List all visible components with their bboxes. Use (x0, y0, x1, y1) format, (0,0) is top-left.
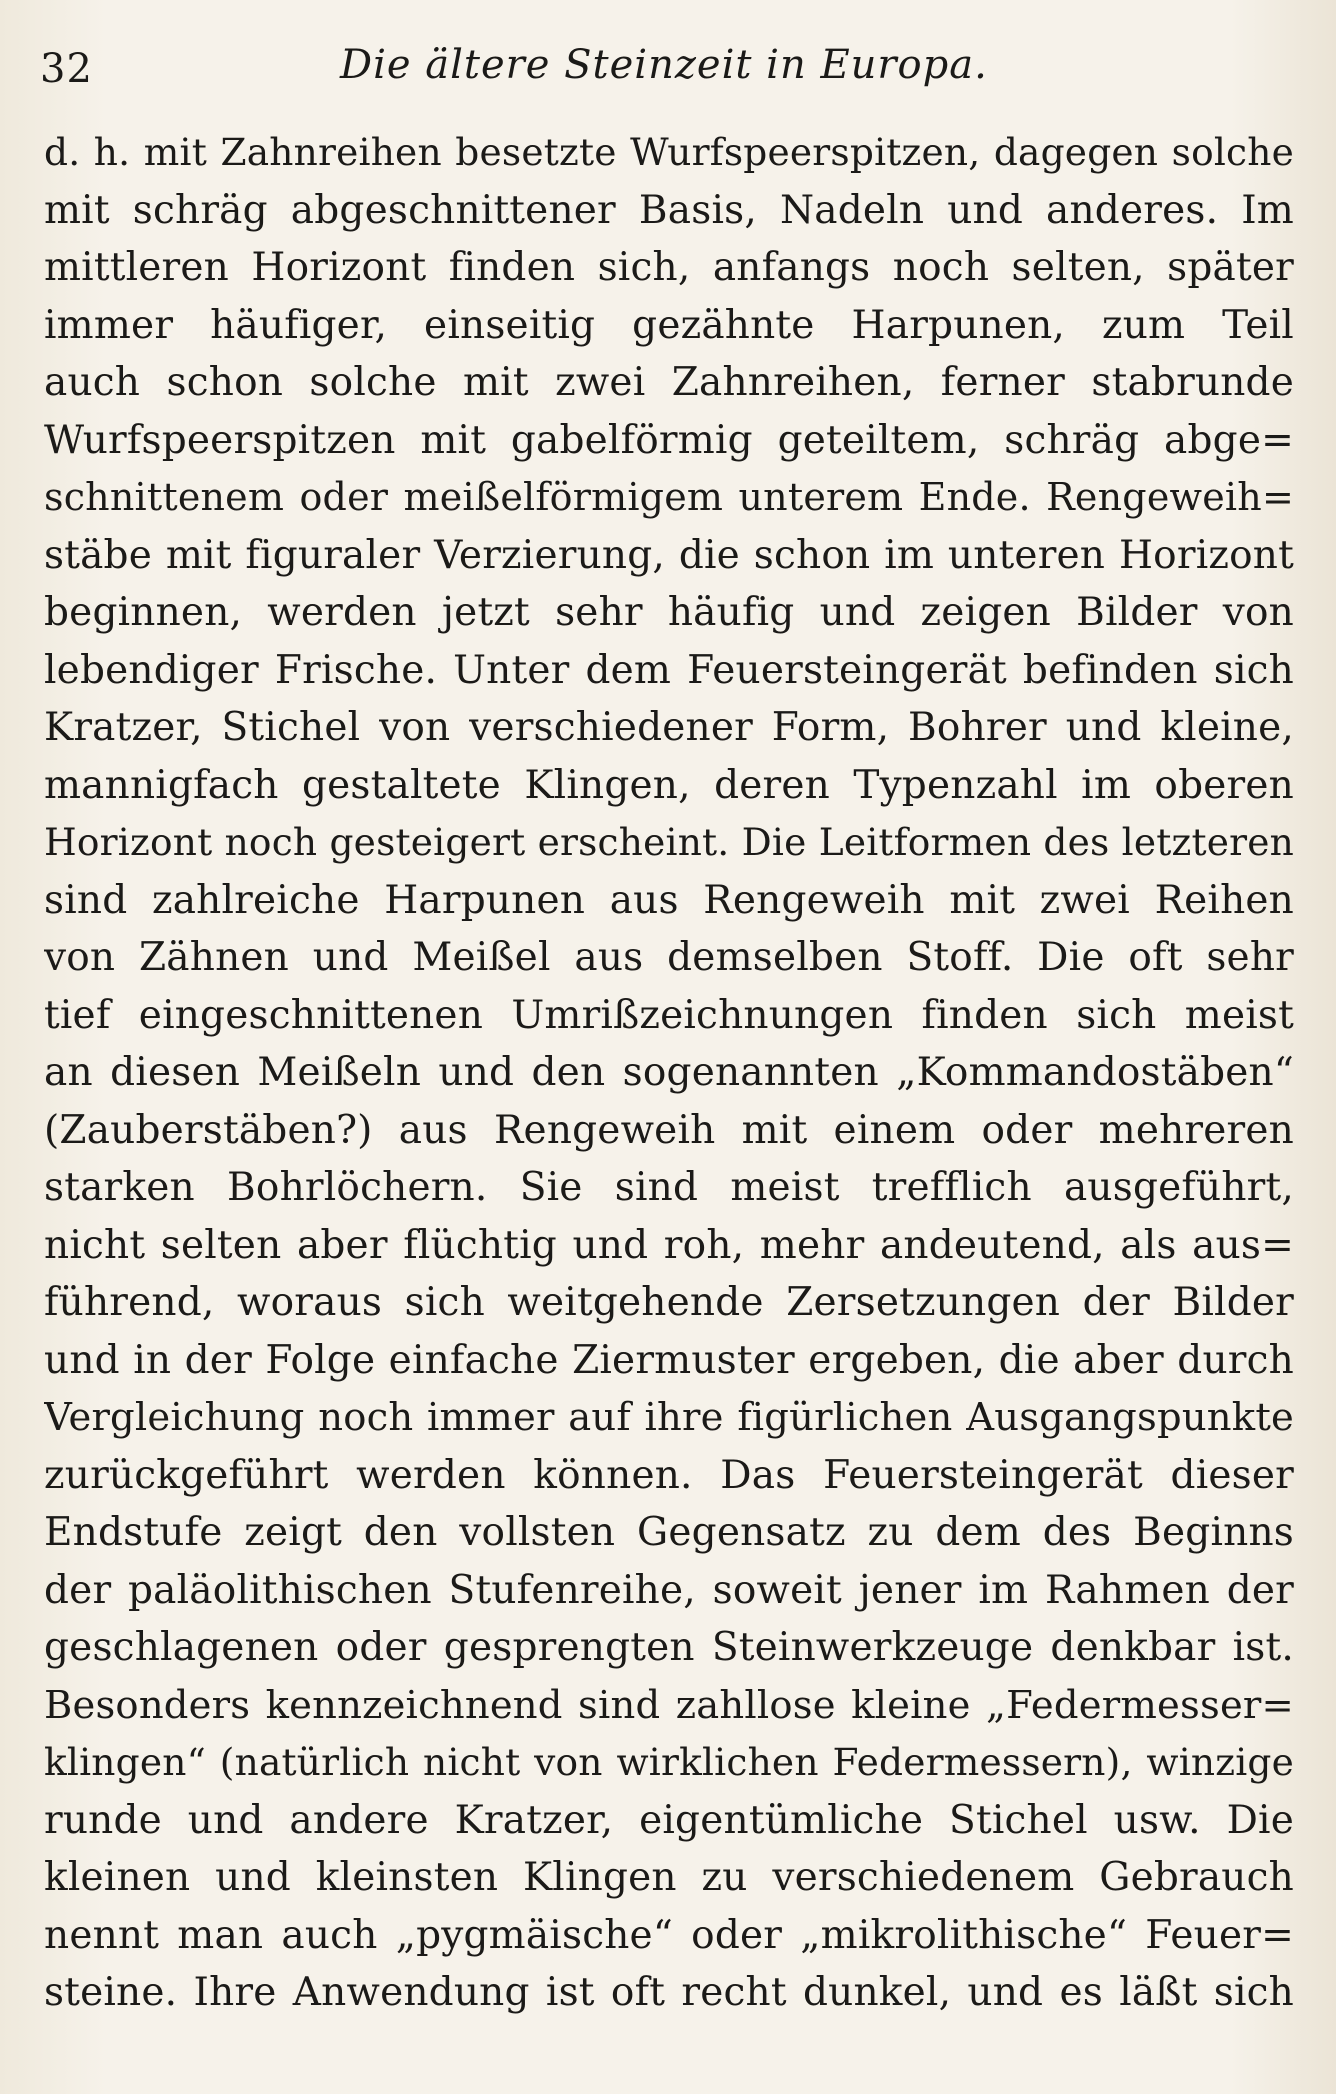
text-line: auch schon solche mit zwei Zahnreihen, ferner stabrunde (44, 360, 1294, 405)
text-line: nicht selten aber flüchtig und roh, mehr andeutend, als aus= (44, 1222, 1294, 1268)
text-line: Besonders kennzeichnend sind zahllose kleine „Federmesser= (44, 1682, 1294, 1728)
page-number: 32 (40, 46, 93, 92)
text-line: starken Bohrlöchern. Sie sind meist trefflich ausgeführt, (44, 1165, 1294, 1210)
text-line: der paläolithischen Stufenreihe, soweit jener im Rahmen der (44, 1567, 1294, 1613)
text-line: mittleren Horizont finden sich, anfangs noch selten, später (44, 245, 1294, 290)
text-line: geschlagenen oder gesprengten Steinwerkzeuge denkbar ist. (44, 1625, 1294, 1670)
text-line: stäbe mit figuraler Verzierung, die schon im unteren Horizont (44, 532, 1294, 578)
text-line: beginnen, werden jetzt sehr häufig und zeigen Bilder von (44, 590, 1294, 635)
text-line: tief eingeschnittenen Umrißzeichnungen finden sich meist (44, 992, 1294, 1038)
text-line: lebendiger Frische. Unter dem Feuersteingerät befinden sich (44, 647, 1294, 693)
text-line: zurückgeführt werden können. Das Feuersteingerät dieser (44, 1452, 1294, 1498)
text-line: runde und andere Kratzer, eigentümliche Stichel usw. Die (44, 1797, 1294, 1843)
text-line: klingen“ (natürlich nicht von wirklichen Federmessern), winzige (44, 1740, 1294, 1784)
text-line: mannigfach gestaltete Klingen, deren Typenzahl im oberen (44, 762, 1294, 808)
body-text (44, 124, 1294, 2022)
running-title: Die ältere Steinzeit in Europa. (340, 42, 988, 88)
text-line: sind zahlreiche Harpunen aus Rengeweih mit zwei Reihen (44, 877, 1294, 923)
text-line: schnittenem oder meißelförmigem unterem Ende. Rengeweih= (44, 475, 1294, 519)
text-line: Kratzer, Stichel von verschiedener Form, Bohrer und kleine, (44, 705, 1294, 750)
text-line: mit schräg abgeschnittener Basis, Nadeln und anderes. Im (44, 187, 1294, 233)
text-line: führend, woraus sich weitgehende Zersetzungen der Bilder (44, 1280, 1294, 1325)
text-line: Vergleichung noch immer auf ihre figürlichen Ausgangspunkte (44, 1395, 1294, 1440)
text-line: an diesen Meißeln und den sogenannten „Kommandostäben“ (44, 1050, 1294, 1095)
text-line: immer häufiger, einseitig gezähnte Harpunen, zum Teil (44, 302, 1294, 348)
text-line: von Zähnen und Meißel aus demselben Stoff. Die oft sehr (44, 935, 1294, 980)
text-line: Endstufe zeigt den vollsten Gegensatz zu dem des Beginns (44, 1510, 1294, 1555)
text-line: kleinen und kleinsten Klingen zu verschiedenem Gebrauch (44, 1855, 1294, 1900)
text-line: Wurfspeerspitzen mit gabelförmig geteiltem, schräg abge= (44, 417, 1294, 463)
text-line: steine. Ihre Anwendung ist oft recht dunkel, und es läßt sich (44, 1970, 1294, 2015)
text-line: (Zauberstäben?) aus Rengeweih mit einem oder mehreren (44, 1107, 1294, 1153)
text-line: Horizont noch gesteigert erscheint. Die Leitformen des letzteren (44, 820, 1294, 864)
text-line: nennt man auch „pygmäische“ oder „mikrolithische“ Feuer= (44, 1912, 1294, 1958)
text-line: d. h. mit Zahnreihen besetzte Wurfspeerspitzen, dagegen solche (44, 130, 1294, 174)
page-header (40, 42, 1290, 102)
text-line: und in der Folge einfache Ziermuster ergeben, die aber durch (44, 1337, 1294, 1383)
